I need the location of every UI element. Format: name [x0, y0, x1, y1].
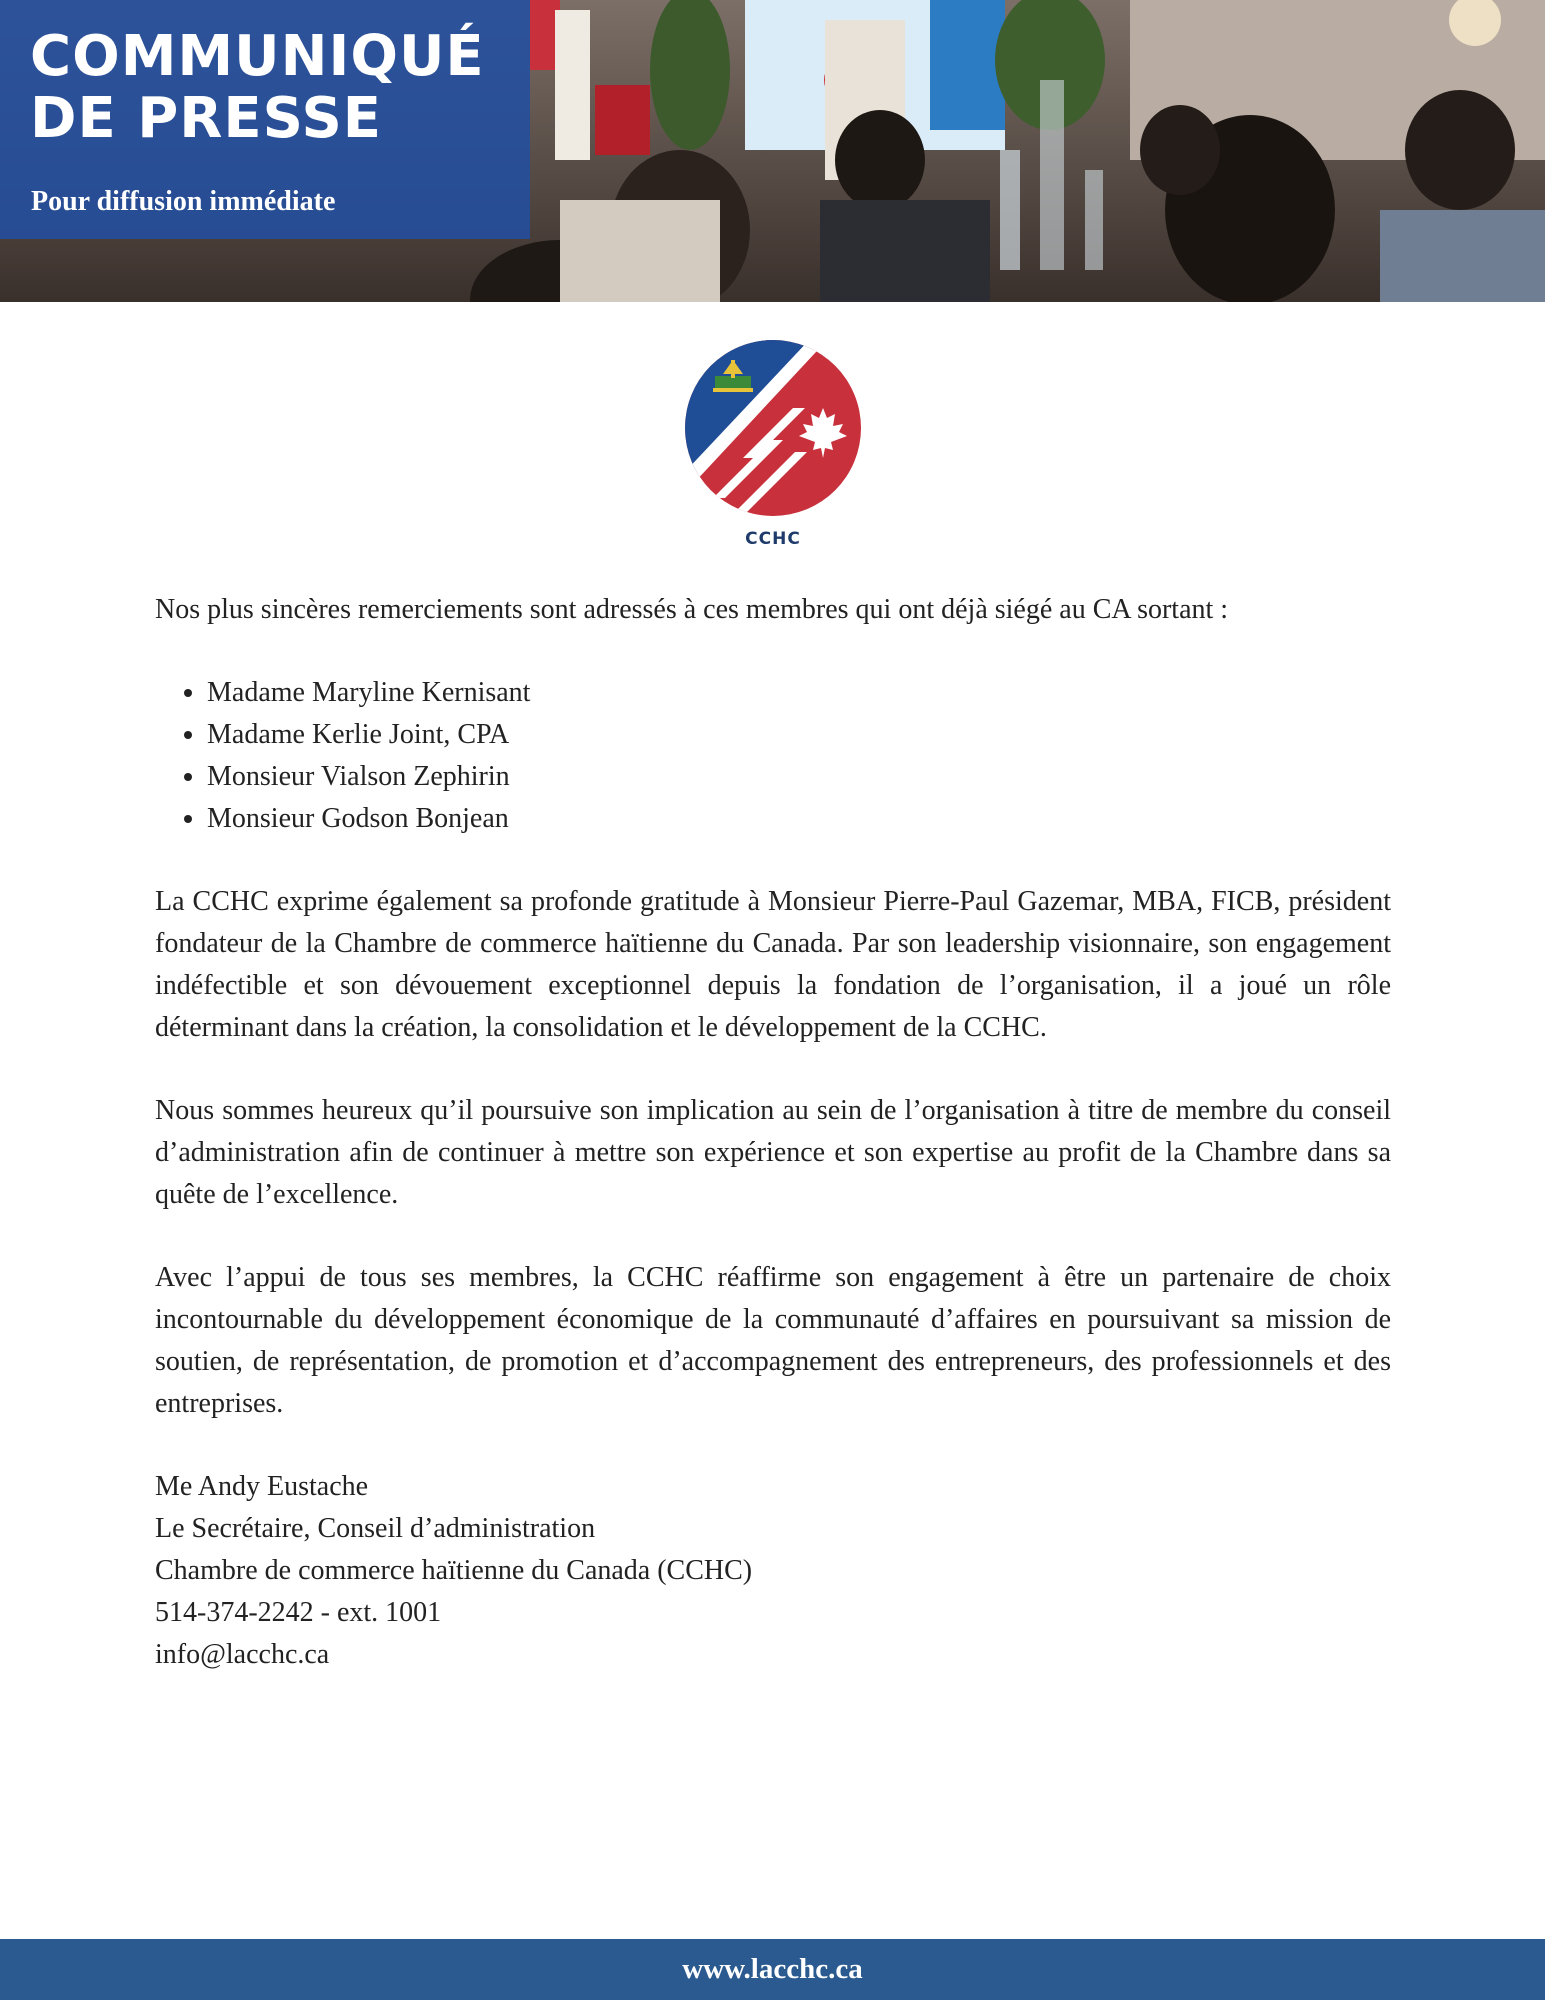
list-item: • Monsieur Godson Bonjean	[207, 798, 1391, 840]
contact-email[interactable]: info@lacchc.ca	[155, 1639, 330, 1670]
intro-paragraph: Nos plus sincères remerciements sont adressés à ces membres qui ont déjà siégé au CA sortant :	[155, 594, 1229, 625]
signature-block	[155, 1466, 1391, 1676]
page-title	[30, 26, 485, 150]
logo-caption: CCHC	[745, 529, 801, 549]
list-item: • Madame Maryline Kernisant	[207, 672, 1391, 714]
gratitude-paragraph: La CCHC exprime également sa profonde gratitude à Monsieur Pierre-Paul Gazemar, MBA, FICB, président fondateur de la Chambre de commerce haïtienne du Canada. Par son leadership visionnaire, son engagement indéfectible et son dévouement exceptionnel depuis la fondation de l’organisation, il a joué un rôle déterminant dans la création, la consolidation et le développement de la CCHC.	[155, 886, 1391, 1043]
contact-phone: 514-374-2242 - ext. 1001	[155, 1597, 442, 1628]
header-banner	[0, 0, 1545, 302]
outgoing-members-list	[155, 672, 1391, 840]
list-item: • Monsieur Vialson Zephirin	[207, 756, 1391, 798]
title-line-1: COMMUNIQUÉ	[30, 24, 485, 89]
signatory-organization: Chambre de commerce haïtienne du Canada (CCHC)	[155, 1555, 753, 1586]
list-item: • Madame Kerlie Joint, CPA	[207, 714, 1391, 756]
cchc-logo-icon	[683, 338, 863, 518]
footer-bar	[0, 1939, 1545, 2000]
release-subtitle: Pour diffusion immédiate	[31, 186, 336, 217]
signatory-role: Le Secrétaire, Conseil d’administration	[155, 1513, 596, 1544]
press-release-body	[155, 589, 1391, 1676]
continuation-paragraph: Nous sommes heureux qu’il poursuive son implication au sein de l’organisation à titre de membre du conseil d’administration afin de continuer à mettre son expérience et son expertise au profit de la Chambre dans sa quête de l’excellence.	[155, 1095, 1391, 1210]
title-line-2: DE PRESSE	[30, 86, 383, 151]
press-release-title-box	[0, 0, 530, 239]
commitment-paragraph: Avec l’appui de tous ses membres, la CCHC réaffirme son engagement à être un partenaire de choix incontournable du développement économique de la communauté d’affaires en poursuivant sa mission de soutien, de représentation, de promotion et d’accompagnement des entrepreneurs, des professionnels et des entreprises.	[155, 1262, 1391, 1419]
website-link[interactable]: www.lacchc.ca	[682, 1953, 863, 1985]
signatory-name: Me Andy Eustache	[155, 1471, 369, 1502]
